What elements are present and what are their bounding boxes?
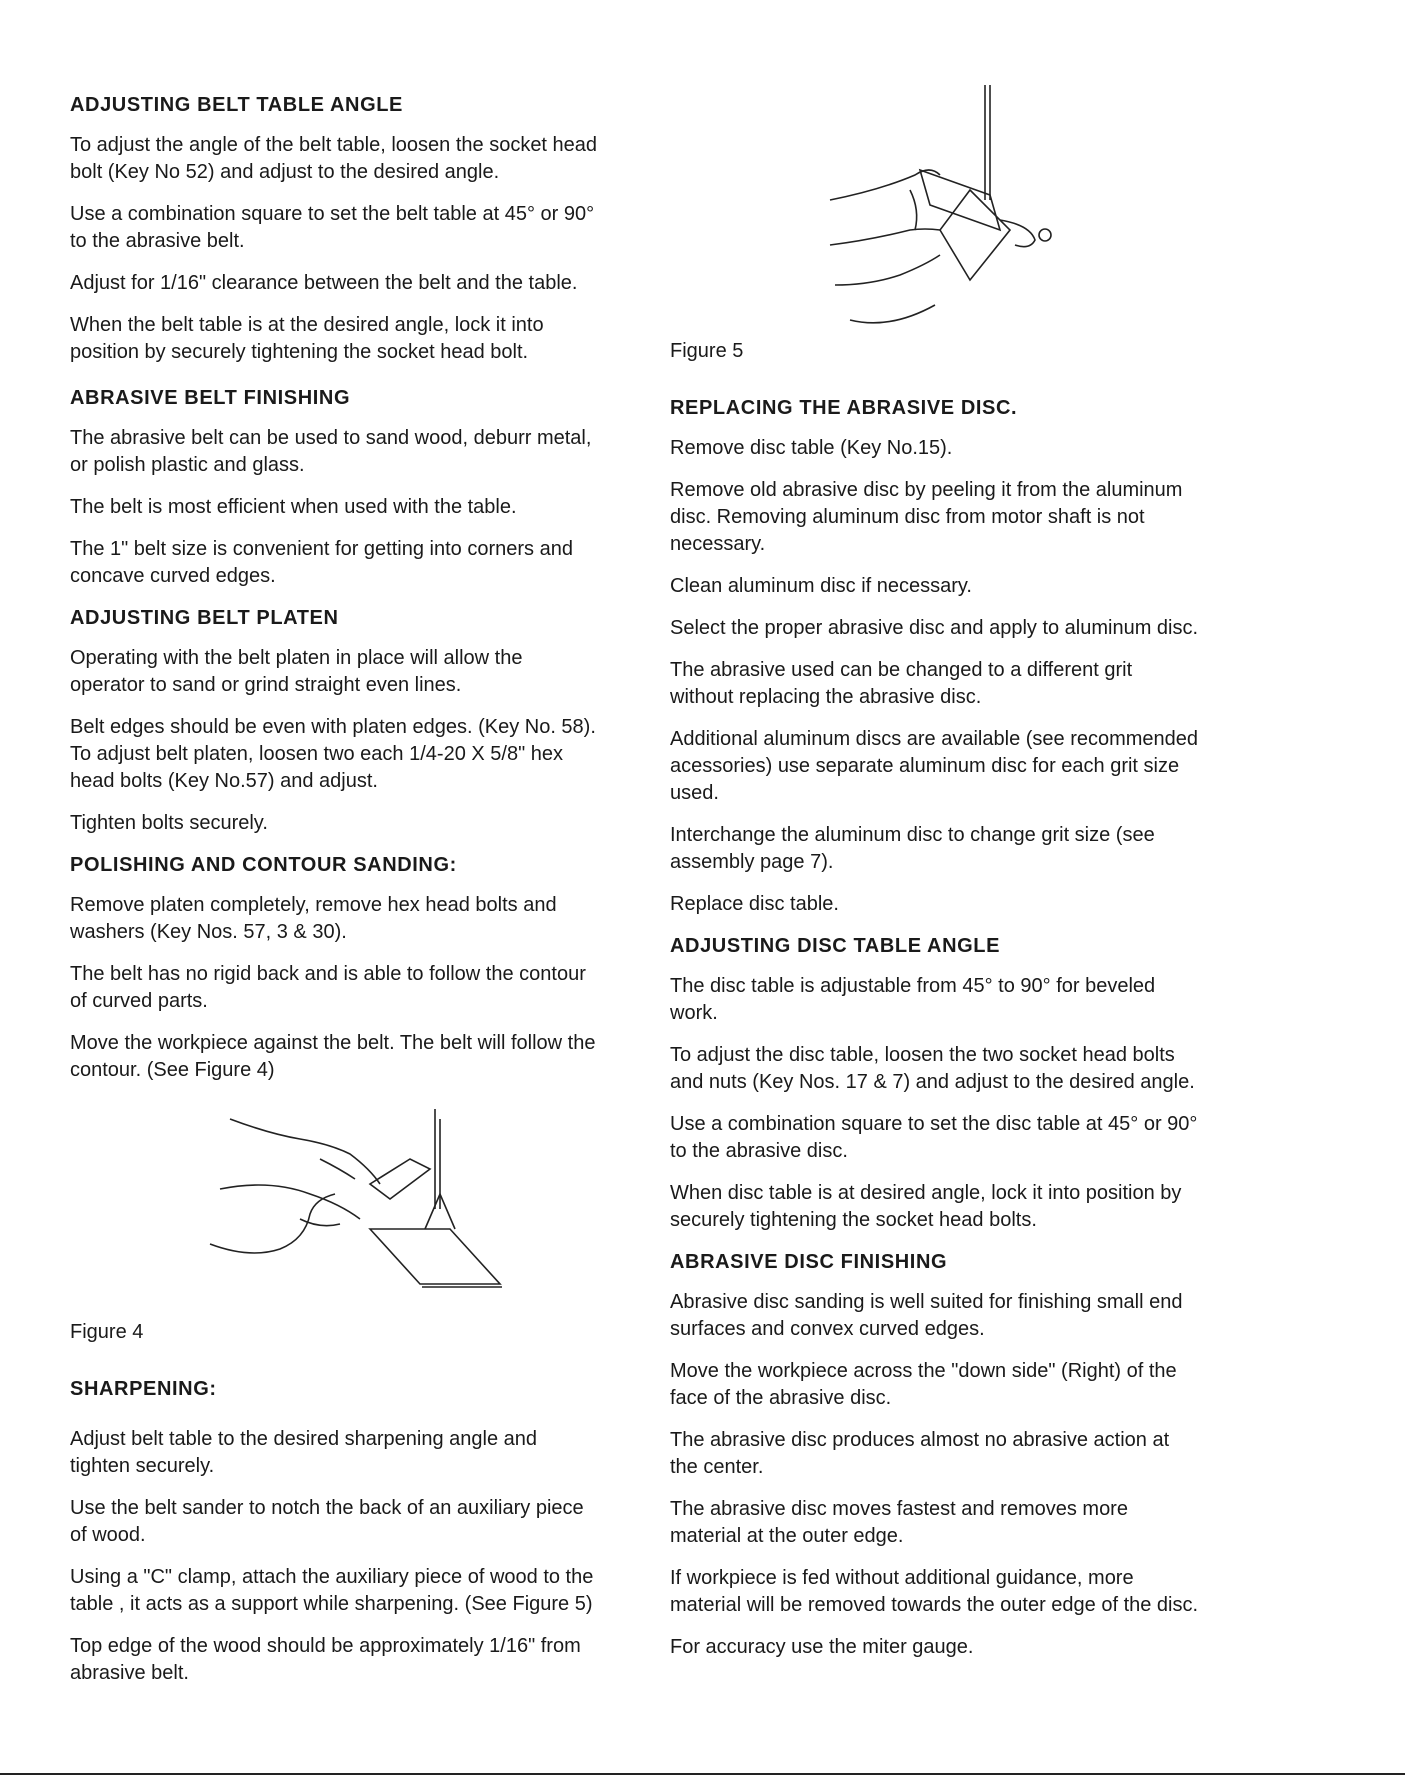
paragraph: Replace disc table. [670,893,839,915]
paragraph: To adjust the disc table, loosen the two socket head bolts and nuts (Key Nos. 17 & 7) and adjust to the desired angle. [670,1044,1195,1093]
paragraph: Use a combination square to set the belt table at 45° or 90° to the abrasive belt. [70,203,595,252]
paragraph: Tighten bolts securely. [70,812,268,834]
paragraph: The belt is most efficient when used with the table. [70,496,517,518]
paragraph: Abrasive disc sanding is well suited for finishing small end surfaces and convex curved edges. [670,1291,1183,1340]
figure-5-caption: Figure 5 [670,340,744,362]
figure-4-caption: Figure 4 [70,1321,144,1343]
paragraph: Top edge of the wood should be approximately 1/16" from abrasive belt. [70,1635,581,1684]
paragraph: Interchange the aluminum disc to change grit size (see assembly page 7). [670,824,1155,873]
paragraph: The abrasive belt can be used to sand wood, deburr metal, or polish plastic and glass. [70,427,592,476]
paragraph: Use a combination square to set the disc table at 45° or 90° to the abrasive disc. [670,1113,1198,1162]
paragraph: Using a "C" clamp, attach the auxiliary piece of wood to the table , it acts as a support while sharpening. (See Figure 5) [70,1566,594,1615]
paragraph: Operating with the belt platen in place will allow the operator to sand or grind straight even lines. [70,647,523,696]
section-title-polishing-contour-sanding: POLISHING AND CONTOUR SANDING: [70,854,457,876]
paragraph: Additional aluminum discs are available (see recommended acessories) use separate aluminum disc for each grit size used. [670,728,1199,804]
left-column [70,92,600,1702]
paragraph: The 1" belt size is convenient for getting into corners and concave curved edges. [70,538,573,587]
paragraph: The belt has no rigid back and is able to follow the contour of curved parts. [70,963,586,1012]
section-title-abrasive-belt-finishing: ABRASIVE BELT FINISHING [70,387,351,409]
paragraph: Move the workpiece across the "down side" (Right) of the face of the abrasive disc. [670,1360,1177,1409]
paragraph: Adjust belt table to the desired sharpening angle and tighten securely. [70,1428,538,1477]
paragraph: Belt edges should be even with platen edges. (Key No. 58). To adjust belt platen, loosen two each 1/4-20 X 5/8" hex head bolts (Key No.57) and adjust. [70,716,596,792]
paragraph: When the belt table is at the desired angle, lock it into position by securely tightening the socket head bolt. [70,314,544,363]
paragraph: Remove old abrasive disc by peeling it from the aluminum disc. Removing aluminum disc from motor shaft is not necessary. [670,479,1183,555]
paragraph: Use the belt sander to notch the back of an auxiliary piece of wood. [70,1497,584,1546]
paragraph: If workpiece is fed without additional guidance, more material will be removed towards the outer edge of the disc. [670,1567,1199,1616]
paragraph: Remove disc table (Key No.15). [670,437,953,459]
figure-4-illustration [70,1099,600,1319]
section-title-adjusting-belt-table-angle: ADJUSTING BELT TABLE ANGLE [70,94,404,116]
paragraph: For accuracy use the miter gauge. [670,1636,974,1658]
paragraph: The abrasive disc produces almost no abrasive action at the center. [670,1429,1170,1478]
paragraph: Adjust for 1/16" clearance between the belt and the table. [70,272,578,294]
section-title-replacing-abrasive-disc: REPLACING THE ABRASIVE DISC. [670,397,1018,419]
paragraph: Remove platen completely, remove hex head bolts and washers (Key Nos. 57, 3 & 30). [70,894,557,943]
paragraph: Select the proper abrasive disc and apply to aluminum disc. [670,617,1199,639]
section-title-sharpening: SHARPENING: [70,1378,217,1400]
right-column [670,80,1200,1676]
paragraph: When disc table is at desired angle, lock it into position by securely tightening the socket head bolts. [670,1182,1182,1231]
belt-sanding-drawing [70,1099,600,1299]
paragraph: Clean aluminum disc if necessary. [670,575,972,597]
section-title-abrasive-disc-finishing: ABRASIVE DISC FINISHING [670,1251,948,1273]
section-title-adjusting-disc-table-angle: ADJUSTING DISC TABLE ANGLE [670,935,1001,957]
sharpening-clamp-drawing [670,80,1200,350]
paragraph: The disc table is adjustable from 45° to 90° for beveled work. [670,975,1156,1024]
section-title-adjusting-belt-platen: ADJUSTING BELT PLATEN [70,607,339,629]
paragraph: The abrasive disc moves fastest and removes more material at the outer edge. [670,1498,1128,1547]
page-bottom-rule [0,1773,1405,1775]
paragraph: To adjust the angle of the belt table, loosen the socket head bolt (Key No 52) and adjust to the desired angle. [70,134,598,183]
figure-5-illustration [670,80,1200,350]
paragraph: Move the workpiece against the belt. The belt will follow the contour. (See Figure 4) [70,1032,596,1081]
paragraph: The abrasive used can be changed to a different grit without replacing the abrasive disc. [670,659,1133,708]
